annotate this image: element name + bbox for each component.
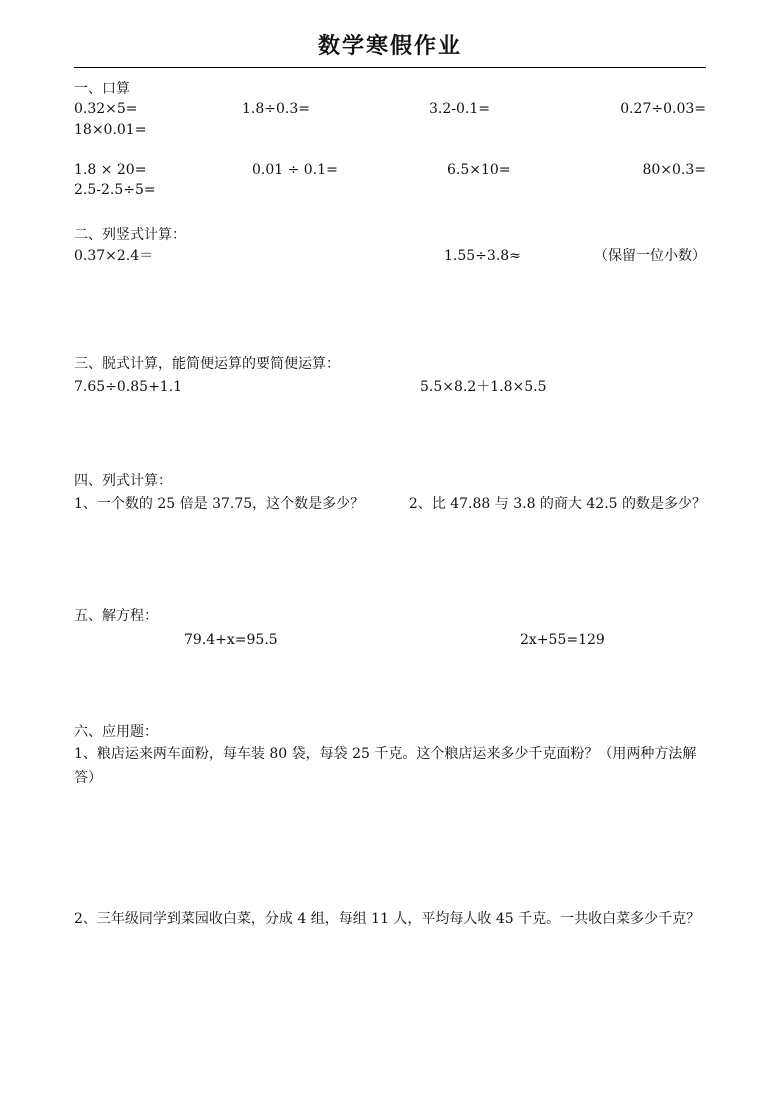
oral-calc-item: 2.5-2.5÷5=	[74, 182, 156, 198]
vertical-calc-item: 0.37×2.4＝	[74, 248, 154, 264]
oral-calc-item: 1.8÷0.3=	[242, 101, 310, 117]
page-title: 数学寒假作业	[317, 34, 462, 59]
word-problem-1: 1、粮店运来两车面粉，每车装 80 袋，每袋 25 千克。这个粮店运来多少千克面粉？（用两种方法解答）	[74, 746, 697, 786]
section-4-heading: 四、列式计算：	[74, 473, 172, 489]
oral-calc-item: 6.5×10=	[447, 162, 511, 178]
section-5-heading: 五、解方程：	[74, 608, 158, 624]
stepwise-calc-item: 7.65÷0.85+1.1	[74, 379, 183, 395]
oral-calc-item: 80×0.3=	[642, 162, 706, 178]
oral-calc-item: 3.2-0.1=	[429, 101, 490, 117]
section-1-heading: 一、口算	[74, 81, 130, 97]
title-divider	[74, 67, 706, 68]
section-2-heading: 二、列竖式计算：	[74, 227, 186, 243]
word-problem-2: 2、三年级同学到菜园收白菜，分成 4 组，每组 11 人，平均每人收 45 千克。一共收白菜多少千克？	[74, 911, 701, 927]
oral-calc-item: 0.32×5=	[74, 101, 138, 117]
rounding-note: （保留一位小数）	[594, 248, 706, 264]
section-3-heading: 三、脱式计算，能简便运算的要简便运算：	[74, 356, 340, 372]
oral-calc-item: 0.01 ÷ 0.1=	[252, 162, 338, 178]
vertical-calc-item: 1.55÷3.8≈	[444, 248, 521, 264]
stepwise-calc-item: 5.5×8.2＋1.8×5.5	[420, 379, 547, 395]
word-calc-item: 2、比 47.88 与 3.8 的商大 42.5 的数是多少？	[408, 496, 706, 512]
oral-calc-item: 18×0.01=	[74, 122, 147, 138]
oral-calc-item: 0.27÷0.03=	[620, 101, 706, 117]
word-calc-item: 1、一个数的 25 倍是 37.75，这个数是多少？	[74, 496, 365, 512]
section-6-heading: 六、应用题：	[74, 724, 158, 740]
equation-item: 79.4+x=95.5	[184, 632, 278, 648]
oral-calc-item: 1.8 × 20=	[74, 162, 147, 178]
equation-item: 2x+55=129	[520, 632, 605, 648]
